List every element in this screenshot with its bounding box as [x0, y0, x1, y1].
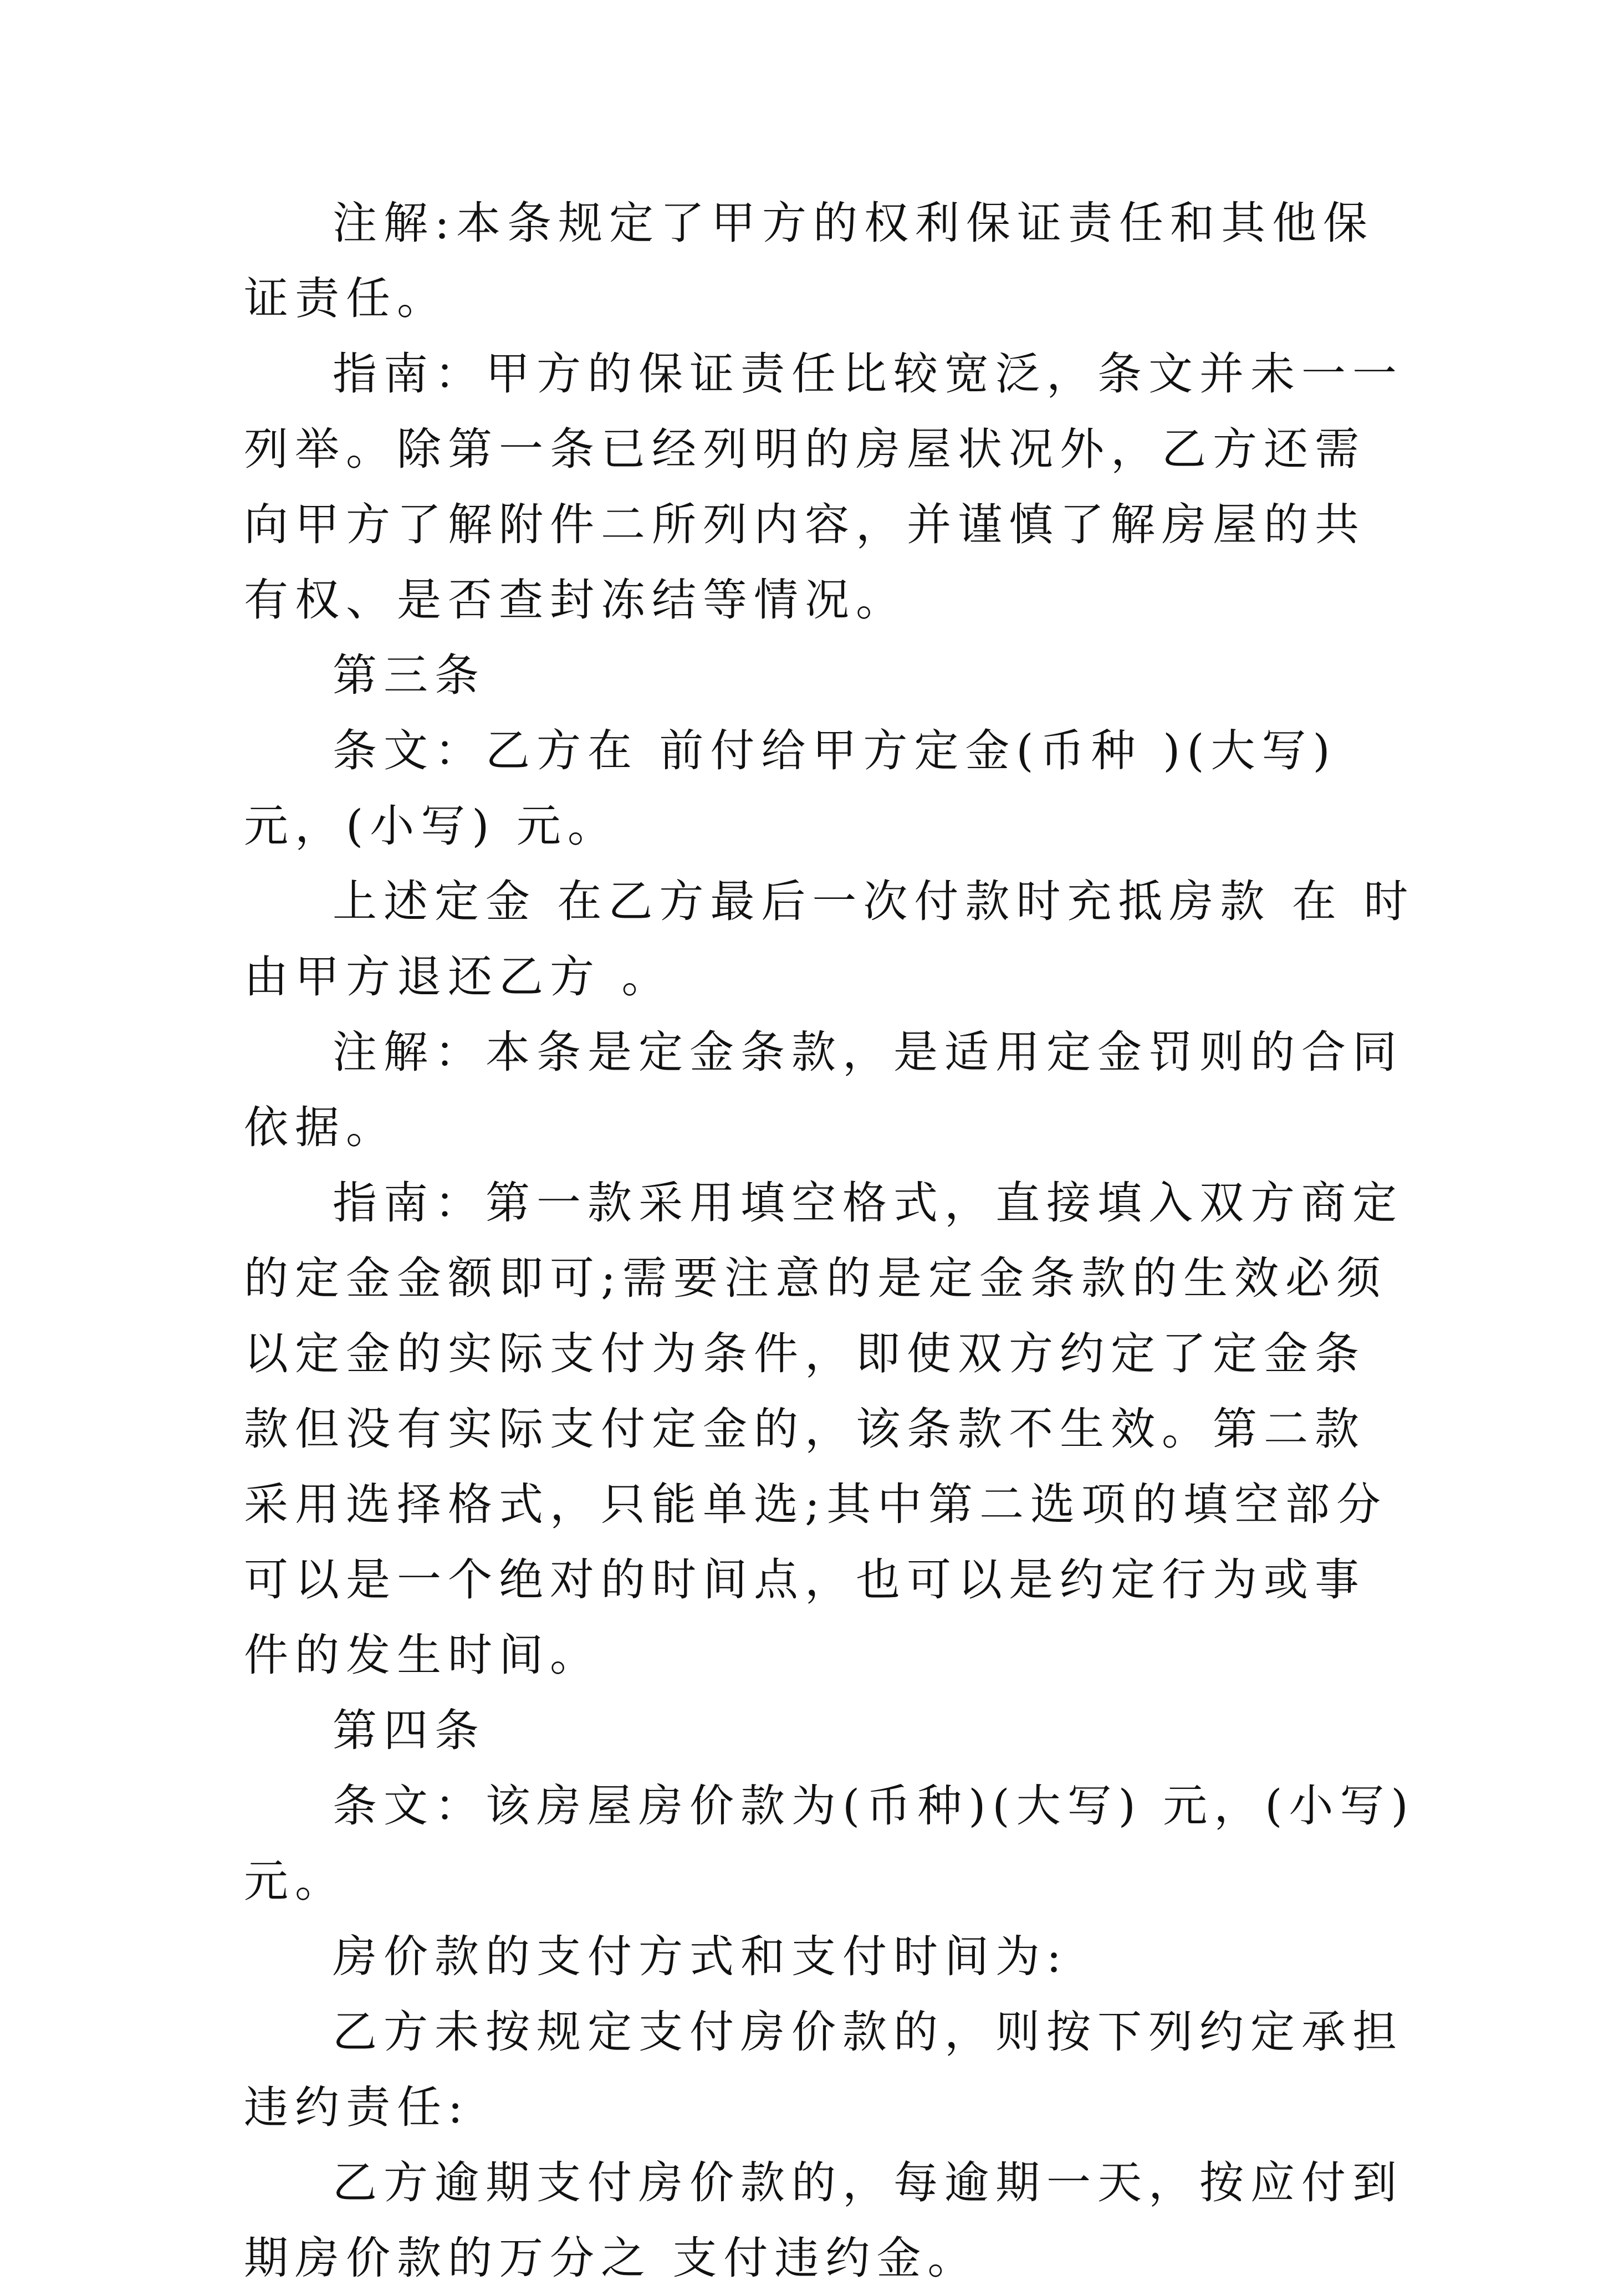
note-paragraph: 注解:本条规定了甲方的权利保证责任和其他保证责任。 — [244, 197, 1374, 324]
breach-paragraph: 乙方未按规定支付房价款的，则按下列约定承担违约责任: — [244, 2006, 1403, 2133]
payment-method-paragraph: 房价款的支付方式和支付时间为: — [333, 1931, 1068, 1982]
document-body — [244, 186, 1416, 2296]
article-text-paragraph: 条文：乙方在 前付给甲方定金(币种 )(大写) 元，(小写) 元。 — [244, 725, 1337, 852]
deposit-paragraph: 上述定金 在乙方最后一次付款时充抵房款 在 时由甲方退还乙方 。 — [244, 876, 1415, 1003]
note-paragraph: 注解：本条是定金条款，是适用定金罚则的合同依据。 — [244, 1026, 1403, 1153]
article-heading: 第三条 — [333, 650, 486, 701]
late-payment-paragraph: 乙方逾期支付房价款的，每逾期一天，按应付到期房价款的万分之 支付违约金。 — [244, 2157, 1403, 2284]
article-text-paragraph: 条文：该房屋房价款为(币种)(大写) 元，(小写) 元。 — [244, 1780, 1415, 1907]
guide-paragraph: 指南：第一款采用填空格式，直接填入双方商定的定金金额即可;需要注意的是定金条款的生效必须以定金的实际支付为条件，即使双方约定了定金条款但没有实际支付定金的，该条款不生效。第二款采用选择格式，只能单选;其中第二选项的填空部分可以是一个绝对的时间点，也可以是约定行为或事件的发生时间。 — [244, 1177, 1403, 1681]
guide-paragraph: 指南：甲方的保证责任比较宽泛，条文并未一一列举。除第一条已经列明的房屋状况外，乙方还需向甲方了解附件二所列内容，并谨慎了解房屋的共有权、是否查封冻结等情况。 — [244, 348, 1403, 626]
article-heading: 第四条 — [333, 1705, 486, 1756]
